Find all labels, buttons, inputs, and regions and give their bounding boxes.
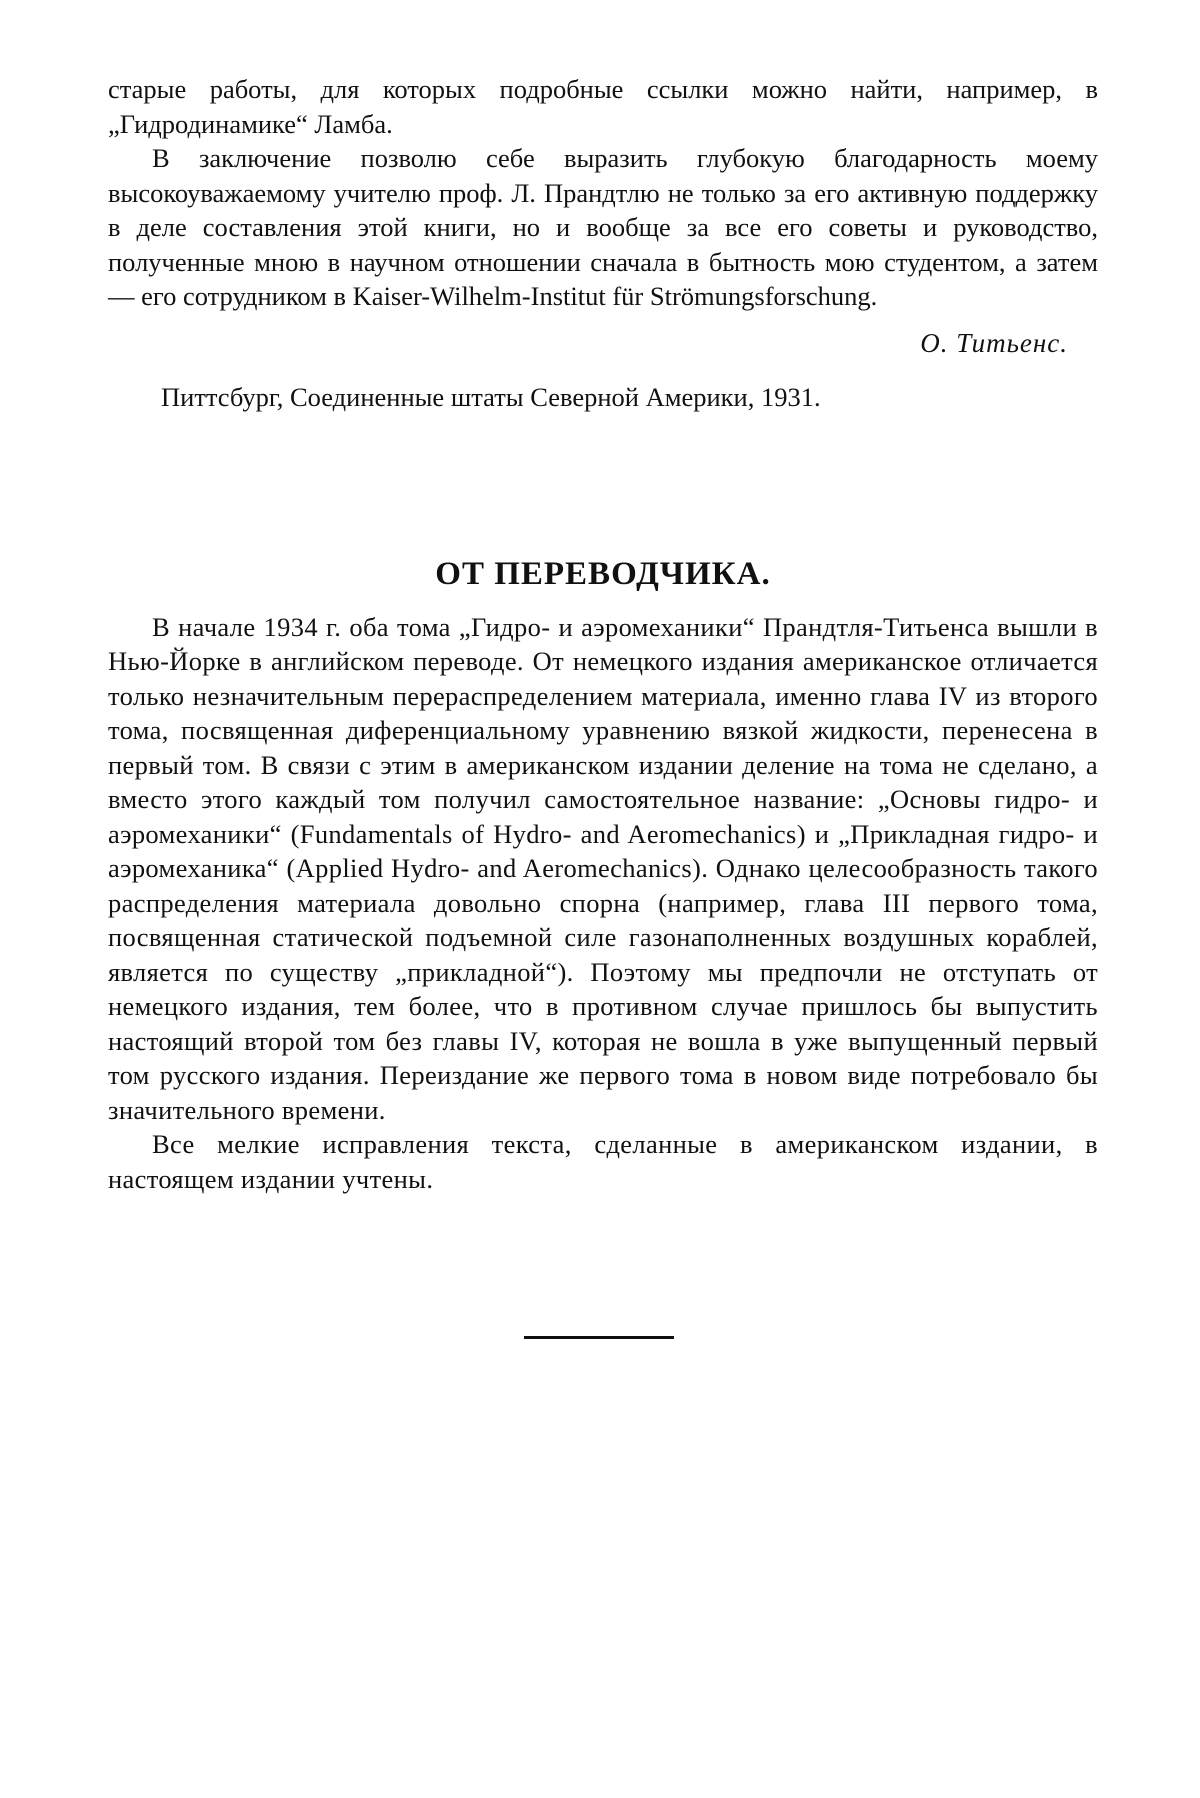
acknowledgement-paragraph: В заключение позволю себе выразить глубокую благодарность моему высокоуважаемому учителю проф. Л. Прандтлю не только за его активную поддержку в деле составления этой книги, но и вообще за все его советы и руководство, полученные мною в научном отношении сначала в бытность мою студентом, а затем — его сотрудником в Kaiser-Wilhelm-Institut für Strömungsforschung.: [108, 143, 1098, 311]
section-heading: ОТ ПЕРЕВОДЧИКА.: [435, 555, 771, 592]
end-divider: [524, 1336, 674, 1339]
translator-note-closing-paragraph: Все мелкие исправления текста, сделанные в американском издании, в настоящем издании учтены.: [108, 1129, 1098, 1194]
translator-note: [108, 610, 1098, 1197]
preface-closing-paragraph: старые работы, для которых подробные ссылки можно найти, например, в „Гидродинамике“ Ламба.: [108, 74, 1098, 139]
book-page: [108, 72, 1098, 1196]
translator-note-paragraph: В начале 1934 г. оба тома „Гидро- и аэромеханики“ Прандтля-Титьенса вышли в Нью-Йорке в английском переводе. От немецкого издания американское отличается только незначительным перераспределением материала, именно глава IV из второго тома, посвященная диференциальному уравнению вязкой жидкости, перенесена в первый том. В связи с этим в американском издании деление на тома не сделано, а вместо этого каждый том получил самостоятельное название: „Основы гидро- и аэромеханики“ (Fundamentals of Hydro- and Aeromechanics) и „Прикладная гидро- и аэромеханика“ (Applied Hydro- and Aeromechanics). Однако целесообразность такого распределения материала довольно спорна (например, глава III первого тома, посвященная статической подъемной силе газонаполненных воздушных кораблей, является по существу „прикладной“). Поэтому мы предпочли не отступать от немецкого издания, тем более, что в противном случае пришлось бы выпустить настоящий второй том без главы IV, которая не вошла в уже выпущенный первый том русского издания. Переиздание же первого тома в новом виде потребовало бы значительного времени.: [108, 611, 1098, 1125]
author-signature: О. Титьенс.: [920, 327, 1068, 358]
place-and-date: Питтсбург, Соединенные штаты Северной Америки, 1931.: [161, 381, 821, 412]
